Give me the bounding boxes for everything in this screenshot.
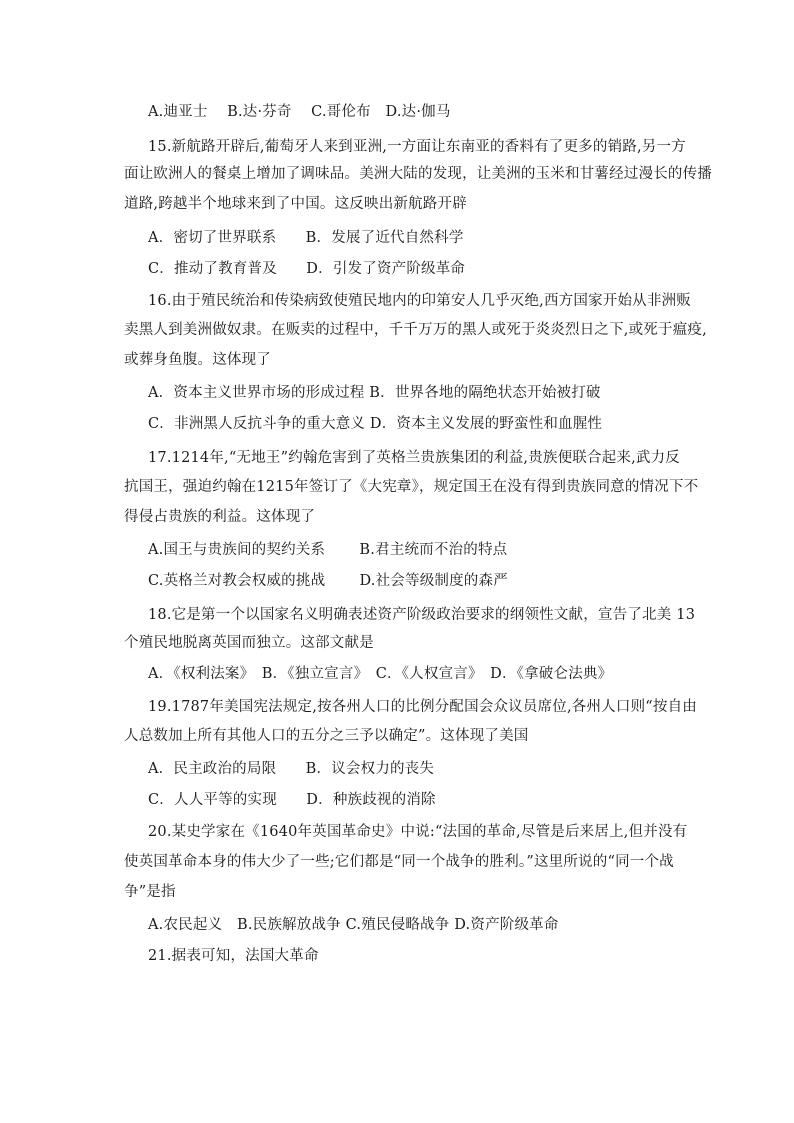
q17-options-row-2: C.英格兰对教会权威的挑战 D.社会等级制度的森严 — [148, 573, 508, 589]
q19-stem-line-1: 19.1787年美国宪法规定,按各州人口的比例分配国会众议员席位,各州人口则“按自由 — [148, 699, 697, 715]
q16-options-row-1: A．资本主义世界市场的形成过程 B．世界各地的隔绝状态开始被打破 — [148, 385, 601, 401]
q20-stem-line-2: 使英国革命本身的伟大少了一些;它们都是“同一个战争的胜利。”这里所说的“同一个战 — [124, 854, 674, 870]
q17-stem-line-1: 17.1214年,“无地王”约翰危害到了英格兰贵族集团的利益,贵族便联合起来,武力反 — [148, 450, 681, 466]
q17-stem-line-2: 抗国王，强迫约翰在1215年签订了《大宪章》，规定国王在没有得到贵族同意的情况下不 — [124, 479, 699, 495]
q16-stem-line-3: 或葬身鱼腹。这体现了 — [124, 352, 271, 368]
q21-stem-line-1: 21.据表可知，法国大革命 — [148, 948, 319, 964]
q20-stem-line-1: 20.某史学家在《1640年英国革命史》中说:“法国的革命,尽管是后来居上,但并没有 — [148, 824, 688, 840]
q15-options-row-1: A．密切了世界联系 B．发展了近代自然科学 — [148, 230, 464, 246]
q19-stem-line-2: 人总数加上所有其他人口的五分之三予以确定”。这体现了美国 — [124, 728, 529, 744]
q15-options-row-2: C．推动了教育普及 D．引发了资产阶级革命 — [148, 261, 466, 277]
q14-options: A.迪亚士 B.达·芬奇 C.哥伦布 D.达·伽马 — [148, 104, 451, 120]
q19-options-row-2: C．人人平等的实现 D．种族歧视的消除 — [148, 792, 436, 808]
q20-options: A.农民起义 B.民族解放战争 C.殖民侵略战争 D.资产阶级革命 — [148, 917, 559, 933]
q16-stem-line-1: 16.由于殖民统治和传染病致使殖民地内的印第安人几乎灭绝,西方国家开始从非洲贩 — [148, 293, 691, 309]
q16-stem-line-2: 卖黑人到美洲做奴隶。在贩卖的过程中，千千万万的黑人或死于炎炎烈日之下,或死于瘟疫, — [124, 322, 707, 338]
q15-stem-line-2: 面让欧洲人的餐桌上增加了调味品。美洲大陆的发现，让美洲的玉米和甘薯经过漫长的传播 — [124, 166, 712, 182]
q16-options-row-2: C．非洲黑人反抗斗争的重大意义 D．资本主义发展的野蛮性和血腥性 — [148, 416, 603, 432]
q18-stem-line-1: 18.它是第一个以国家名义明确表述资产阶级政治要求的纲领性文献，宣告了北美 13 — [148, 607, 696, 623]
q19-options-row-1: A．民主政治的局限 B．议会权力的丧失 — [148, 761, 435, 777]
q17-stem-line-3: 得侵占贵族的利益。这体现了 — [124, 509, 316, 525]
q18-stem-line-2: 个殖民地脱离英国而独立。这部文献是 — [124, 635, 374, 651]
q15-stem-line-1: 15.新航路开辟后,葡萄牙人来到亚洲,一方面让东南亚的香料有了更多的销路,另一方 — [148, 139, 686, 155]
q18-options: A．《权利法案》 B．《独立宣言》 C．《人权宣言》 D．《拿破仑法典》 — [148, 666, 613, 682]
q17-options-row-1: A.国王与贵族间的契约关系 B.君主统而不治的特点 — [148, 542, 508, 558]
q15-stem-line-3: 道路,跨越半个地球来到了中国。这反映出新航路开辟 — [124, 196, 467, 212]
q20-stem-line-3: 争”是指 — [124, 884, 176, 900]
